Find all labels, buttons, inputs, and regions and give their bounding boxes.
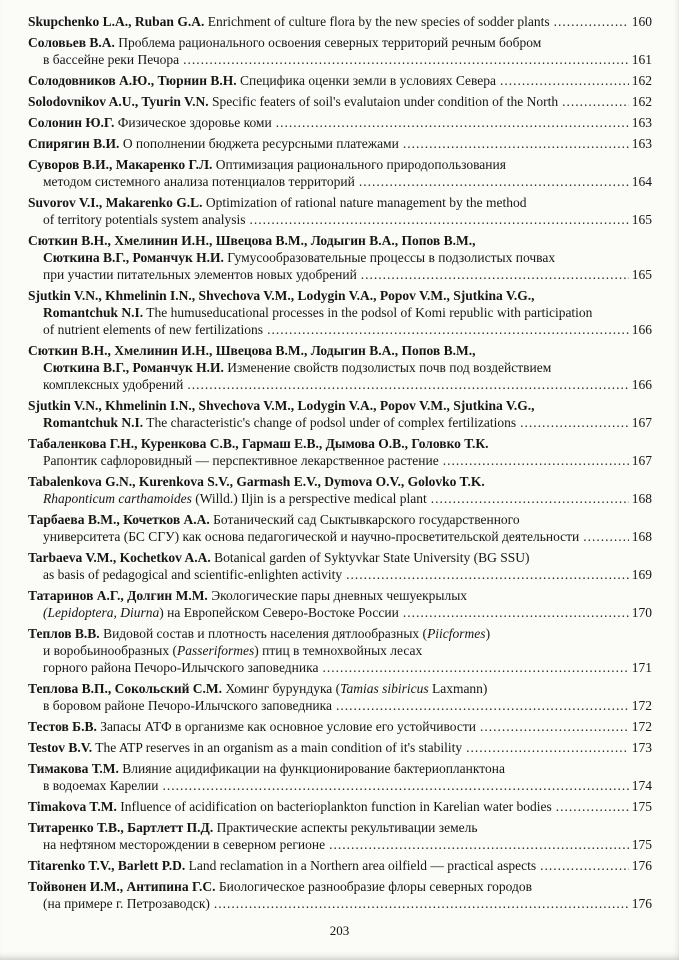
entry-title-segment: Ботанический сад Сыктывкарского государственного (209, 512, 520, 527)
dot-leader (162, 777, 628, 794)
toc-line-text (43, 777, 158, 794)
entry-title-segment: Специфика оценки земли в условиях Севера (236, 73, 497, 88)
toc-line-text (28, 739, 462, 756)
toc-entry (28, 397, 652, 431)
toc-line-text (28, 93, 558, 110)
toc-line (28, 397, 652, 414)
entry-authors: Соловьев В.А. (28, 35, 115, 50)
entry-title-segment: as basis of pedagogical and scientific-enlighten activity (43, 567, 343, 582)
dot-leader (466, 739, 629, 756)
entry-authors: Тимакова Т.М. (28, 761, 119, 776)
entry-authors: Тестов Б.В. (28, 719, 97, 734)
toc-line (28, 587, 652, 604)
entry-title-segment: The humuseducational processes in the podsol of Komi republic with participation (143, 305, 593, 320)
entry-title-segment: The ATP reserves in an organism as a main condition of it's stability (92, 740, 463, 755)
toc-line-text (43, 414, 516, 431)
toc-line (28, 34, 652, 51)
dot-leader (583, 528, 628, 545)
entry-title-segment: в бассейне реки Печора (43, 52, 180, 67)
dot-leader (329, 836, 629, 853)
entry-title-segment: Rhaponticum carthamoides (43, 491, 192, 506)
toc-line-text (43, 250, 555, 265)
dot-leader (562, 93, 629, 110)
toc-line-text (43, 321, 263, 338)
toc-line (28, 798, 652, 815)
toc-line-text (28, 288, 535, 303)
entry-page-number: 169 (631, 567, 652, 582)
entry-title-segment: Изменение свойств подзолистых почв под воздействием (223, 360, 552, 375)
entry-authors: Теплов В.В. (28, 626, 100, 641)
toc-line-text (43, 604, 399, 621)
entry-page-number: 167 (631, 453, 652, 468)
toc-entry (28, 857, 652, 874)
dot-leader (431, 490, 629, 507)
entry-authors: Romantchuk N.I. (43, 415, 144, 430)
toc-line (28, 659, 652, 676)
toc-entry (28, 549, 652, 583)
entry-title-segment: Laxmann) (428, 681, 488, 696)
entry-title-segment: Botanical garden of Syktyvkar State University (BG SSU) (210, 550, 530, 565)
entry-title-segment: Optimization of rational nature management by the method (202, 195, 527, 210)
toc-line (28, 819, 652, 836)
toc-line (28, 836, 652, 853)
entry-page-number: 163 (631, 136, 652, 151)
entry-title-segment: Tamias sibiricus (340, 681, 429, 696)
toc-line-text (28, 857, 536, 874)
toc-entry (28, 625, 652, 676)
entry-authors: Tarbaeva V.M., Kochetkov A.A. (28, 550, 211, 565)
toc-line (28, 72, 652, 89)
entry-title-segment: методом системного анализа потенциалов территорий (43, 174, 355, 189)
toc-line-text (28, 343, 475, 358)
entry-page-number: 171 (631, 660, 652, 675)
entry-page-number: 168 (631, 529, 652, 544)
entry-page-number: 172 (631, 698, 652, 713)
entry-title-segment: Запасы АТФ в организме как основное условие его устойчивости (96, 719, 476, 734)
toc-line (28, 321, 652, 338)
entry-title-segment: комплексных удобрений (43, 377, 184, 392)
entry-page-number: 167 (631, 415, 652, 430)
toc-entry (28, 587, 652, 621)
entry-title-segment: Рапонтик сафлоровидный — перспективное лекарственное растение (43, 453, 439, 468)
toc-line (28, 528, 652, 545)
entry-title-segment: на нефтяном месторождении в северном регионе (43, 837, 326, 852)
entry-authors: Сюткин В.Н., Хмелинин И.Н., Швецова В.М., Лодыгин В.А., Попов В.М., (28, 233, 476, 248)
toc-line (28, 857, 652, 874)
entry-title-segment: Влияние ацидификации на функционирование бактериопланктона (118, 761, 505, 776)
toc-entry (28, 13, 652, 30)
toc-line (28, 680, 652, 697)
entry-authors: Testov B.V. (28, 740, 93, 755)
entry-title-segment: Экологические пары дневных чешуекрылых (207, 588, 468, 603)
toc-entry (28, 680, 652, 714)
entry-authors: Tabalenkova G.N., Kurenkova S.V., Garmash E.V., Dymova O.V., Golovko T.K. (28, 474, 485, 489)
toc-line-text (28, 474, 485, 489)
entry-authors: Теплова В.П., Сокольский С.М. (28, 681, 222, 696)
toc-entry (28, 72, 652, 89)
toc-line (28, 718, 652, 735)
toc-line (28, 232, 652, 249)
toc-line-text (28, 550, 529, 565)
toc-line (28, 566, 652, 583)
toc-line-text (28, 157, 506, 172)
dot-leader (443, 452, 629, 469)
entry-page-number: 168 (631, 491, 652, 506)
entry-page-number: 165 (631, 267, 652, 282)
toc-line-text (28, 35, 541, 50)
entry-authors: Спирягин В.И. (28, 136, 120, 151)
entry-page-number: 175 (631, 799, 652, 814)
toc-line-text (28, 512, 520, 527)
entry-title-segment: Оптимизация рационального природопользования (212, 157, 506, 172)
entry-title-segment: горного района Печоро-Илычского заповедника (43, 660, 319, 675)
toc-line (28, 604, 652, 621)
dot-leader (361, 266, 629, 283)
toc-line (28, 777, 652, 794)
toc-line-text (28, 718, 476, 735)
toc-line-text (28, 398, 535, 413)
entry-page-number: 176 (631, 858, 652, 873)
dot-leader (520, 414, 629, 431)
toc-entry (28, 718, 652, 735)
entry-page-number: 164 (631, 174, 652, 189)
toc-line (28, 435, 652, 452)
entry-title-segment: The characteristic's change of podsol under of complex fertilizations (143, 415, 517, 430)
toc-entry (28, 798, 652, 815)
entry-title-segment: of territory potentials system analysis (43, 212, 246, 227)
page-footer (0, 923, 679, 939)
toc-line (28, 697, 652, 714)
toc-entry (28, 114, 652, 131)
entry-title-segment: of nutrient elements of new fertilizations (43, 322, 264, 337)
entry-page-number: 172 (631, 719, 652, 734)
entry-page-number: 176 (631, 896, 652, 911)
entry-title-segment: Видовой состав и плотность населения дятлообразных ( (99, 626, 428, 641)
entry-title-segment: Гумусообразовательные процессы в подзолистых почвах (223, 250, 556, 265)
toc-line-text (43, 211, 245, 228)
entry-authors: Суворов В.И., Макаренко Г.Л. (28, 157, 213, 172)
toc-line-text (43, 305, 592, 320)
toc-line-text (28, 798, 552, 815)
entry-authors: Solodovnikov A.U., Tyurin V.N. (28, 94, 209, 109)
toc-line-text (28, 879, 532, 894)
dot-leader (359, 173, 629, 190)
entry-title-segment: ) (485, 626, 491, 641)
entry-authors: Titarenko T.V., Barlett P.D. (28, 858, 186, 873)
toc-entry (28, 739, 652, 756)
dot-leader (556, 798, 629, 815)
entry-page-number: 166 (631, 322, 652, 337)
toc-line-text (43, 266, 357, 283)
toc-line (28, 342, 652, 359)
toc-line-text (28, 626, 490, 641)
entry-page-number: 162 (631, 73, 652, 88)
entry-authors: Timakova T.M. (28, 799, 117, 814)
toc-line (28, 13, 652, 30)
toc-line-text (43, 360, 551, 375)
toc-line (28, 739, 652, 756)
entry-authors: Сюткин В.Н., Хмелинин И.Н., Швецова В.М., Лодыгин В.А., Попов В.М., (28, 343, 476, 358)
entry-title-segment: Проблема рационального освоения северных территорий речным бобром (114, 35, 542, 50)
entry-authors: Suvorov V.I., Makarenko G.L. (28, 195, 203, 210)
entry-page-number: 166 (631, 377, 652, 392)
entry-title-segment: ) на Европейском Северо-Востоке России (159, 605, 399, 620)
toc-line (28, 452, 652, 469)
toc-line (28, 93, 652, 110)
toc-line-text (43, 895, 210, 912)
dot-leader (183, 51, 629, 68)
toc-line (28, 414, 652, 431)
toc-line (28, 194, 652, 211)
toc-entry (28, 194, 652, 228)
entry-page-number: 163 (631, 115, 652, 130)
toc-line (28, 895, 652, 912)
toc-line-text (43, 566, 342, 583)
toc-entry (28, 878, 652, 912)
toc-line-text (28, 114, 272, 131)
toc-entry (28, 156, 652, 190)
dot-leader (267, 321, 629, 338)
toc-line-text (28, 588, 467, 603)
toc-line (28, 549, 652, 566)
toc-line-text (28, 72, 496, 89)
entry-title-segment: Биологическое разнообразие флоры северных городов (215, 879, 533, 894)
entry-title-segment: ) птиц в темнохвойных лесах (254, 643, 423, 658)
toc-line-text (28, 195, 526, 210)
toc-entry (28, 232, 652, 283)
entry-authors: Татаринов А.Г., Долгин М.М. (28, 588, 208, 603)
entry-authors: Romantchuk N.I. (43, 305, 144, 320)
toc-line (28, 878, 652, 895)
dot-leader (500, 72, 629, 89)
toc-line (28, 51, 652, 68)
toc-line (28, 114, 652, 131)
toc-entry (28, 34, 652, 68)
dot-leader (554, 13, 629, 30)
toc-line (28, 249, 652, 266)
toc-entry (28, 435, 652, 469)
toc-line-text (43, 452, 439, 469)
toc-entry (28, 93, 652, 110)
entry-title-segment: Land reclamation in a Northern area oilfield — practical aspects (185, 858, 537, 873)
entry-title-segment: О пополнении бюджета ресурсными платежами (119, 136, 399, 151)
entry-authors: Sjutkin V.N., Khmelinin I.N., Shvechova V.M., Lodygin V.A., Popov V.M., Sjutkina V.G., (28, 398, 535, 413)
toc-line-text (28, 233, 475, 248)
entry-title-segment: Influence of acidification on bacterioplankton function in Karelian water bodies (116, 799, 552, 814)
toc-line (28, 359, 652, 376)
entry-title-segment: Specific featers of soil's evalutaion under condition of the North (208, 94, 559, 109)
entry-title-segment: при участии питательных элементов новых удобрений (43, 267, 357, 282)
entry-title-segment: (Lepidoptera, Diurna (43, 605, 160, 620)
toc-list (28, 13, 652, 912)
dot-leader (403, 135, 629, 152)
toc-line-text (43, 643, 422, 658)
toc-line-text (43, 528, 579, 545)
dot-leader (540, 857, 629, 874)
toc-line (28, 511, 652, 528)
entry-page-number: 173 (631, 740, 652, 755)
entry-title-segment: в боровом районе Печоро-Илычского заповедника (43, 698, 332, 713)
entry-page-number: 170 (631, 605, 652, 620)
toc-line (28, 376, 652, 393)
toc-entry (28, 473, 652, 507)
entry-authors: Солонин Ю.Г. (28, 115, 115, 130)
dot-leader (480, 718, 629, 735)
toc-line-text (43, 490, 427, 507)
toc-line-text (43, 659, 318, 676)
entry-page-number: 175 (631, 837, 652, 852)
toc-line-text (43, 173, 355, 190)
entry-authors: Skupchenko L.A., Ruban G.A. (28, 14, 205, 29)
toc-line-text (28, 820, 478, 835)
dot-leader (249, 211, 628, 228)
dot-leader (336, 697, 629, 714)
toc-line-text (43, 51, 179, 68)
toc-line-text (28, 436, 488, 451)
folio-number: 203 (329, 923, 350, 938)
toc-line (28, 135, 652, 152)
toc-line (28, 304, 652, 321)
entry-title-segment: Хоминг бурундука ( (222, 681, 341, 696)
entry-title-segment: Enrichment of culture flora by the new species of sodder plants (204, 14, 550, 29)
entry-authors: Титаренко Т.В., Бартлетт П.Д. (28, 820, 214, 835)
entry-page-number: 160 (631, 14, 652, 29)
entry-page-number: 162 (631, 94, 652, 109)
toc-line-text (28, 681, 487, 696)
toc-line-text (28, 135, 399, 152)
entry-title-segment: университета (БС СГУ) как основа педагогической и научно-просветительской деятельности (43, 529, 580, 544)
toc-entry (28, 287, 652, 338)
entry-page-number: 161 (631, 52, 652, 67)
entry-authors: Солодовников А.Ю., Тюрнин В.Н. (28, 73, 237, 88)
toc-line (28, 173, 652, 190)
toc-entry (28, 135, 652, 152)
entry-page-number: 174 (631, 778, 652, 793)
toc-line (28, 156, 652, 173)
entry-authors: Сюткина В.Г., Романчук Н.И. (43, 250, 224, 265)
toc-line-text (28, 13, 550, 30)
dot-leader (322, 659, 628, 676)
entry-title-segment: Физическое здоровье коми (114, 115, 272, 130)
entry-title-segment: Passeriformes (176, 643, 255, 658)
toc-line-text (28, 761, 505, 776)
entry-title-segment: (на примере г. Петрозаводск) (43, 896, 210, 911)
dot-leader (403, 604, 629, 621)
entry-authors: Сюткина В.Г., Романчук Н.И. (43, 360, 224, 375)
entry-authors: Табаленкова Г.Н., Куренкова С.В., Гармаш Е.В., Дымова О.В., Головко Т.К. (28, 436, 489, 451)
toc-line (28, 287, 652, 304)
toc-entry (28, 511, 652, 545)
toc-line-text (43, 697, 332, 714)
toc-line (28, 266, 652, 283)
toc-line (28, 625, 652, 642)
entry-title-segment: и воробьинообразных ( (43, 643, 177, 658)
dot-leader (276, 114, 629, 131)
toc-line-text (43, 836, 325, 853)
toc-line-text (43, 376, 183, 393)
entry-authors: Тойвонен И.М., Антипина Г.С. (28, 879, 216, 894)
toc-entry (28, 760, 652, 794)
entry-title-segment: Практические аспекты рекультивации земель (213, 820, 478, 835)
entry-title-segment: в водоемах Карелии (43, 778, 159, 793)
dot-leader (346, 566, 629, 583)
toc-line (28, 490, 652, 507)
dot-leader (187, 376, 628, 393)
toc-line (28, 211, 652, 228)
toc-line (28, 760, 652, 777)
entry-title-segment: (Willd.) Iljin is a perspective medical plant (191, 491, 427, 506)
entry-authors: Тарбаева В.М., Кочетков А.А. (28, 512, 210, 527)
toc-line (28, 473, 652, 490)
entry-title-segment: Piicformes (427, 626, 486, 641)
toc-entry (28, 819, 652, 853)
entry-page-number: 165 (631, 212, 652, 227)
entry-authors: Sjutkin V.N., Khmelinin I.N., Shvechova V.M., Lodygin V.A., Popov V.M., Sjutkina V.G., (28, 288, 535, 303)
toc-entry (28, 342, 652, 393)
toc-line (28, 642, 652, 659)
dot-leader (214, 895, 629, 912)
